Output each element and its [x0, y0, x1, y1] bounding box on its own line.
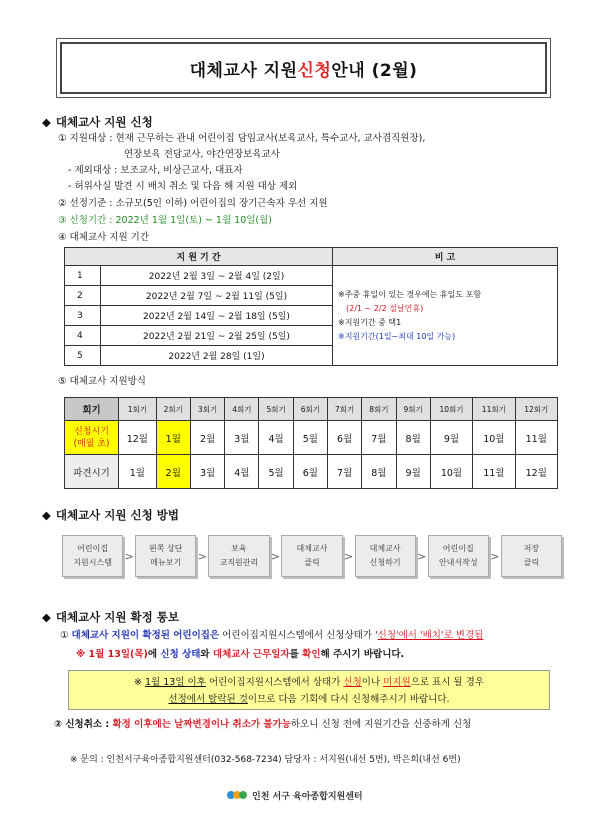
round-header-cell: 5회기	[259, 398, 293, 421]
round-header-cell: 12회기	[515, 398, 558, 421]
confirm-line-1: ① 대체교사 지원이 확정된 어린이집은 어린이집지원시스템에서 신청상태가 '신청'에서 '배치'로 변경됨	[60, 630, 484, 641]
flow-step: 왼쪽 상단 메뉴보기	[135, 535, 196, 577]
round-header-cell: 2회기	[156, 398, 190, 421]
method-label: ⑤ 대체교사 지원방식	[58, 376, 146, 387]
round-header-label: 회기	[65, 398, 119, 421]
table-row: 5 2022년 2월 28일 (1일)	[65, 346, 558, 366]
support-period-table	[64, 247, 558, 366]
notice-line-1: ※ 1월 13일 이후 어린이집지원시스템에서 상태가 신청이나 미지원으로 표시 될 경우	[134, 677, 484, 688]
apply-month-cell: 2월	[190, 421, 224, 455]
center-logo-icon	[226, 788, 248, 802]
diamond-bullet-icon: ◆	[42, 115, 51, 129]
diamond-bullet-icon: ◆	[42, 508, 51, 522]
dispatch-month-cell: 4월	[225, 455, 259, 489]
flow-step: 대체교사 신청하기	[355, 535, 416, 577]
dispatch-month-cell: 1월	[119, 455, 157, 489]
apply-month-cell: 6월	[327, 421, 361, 455]
page-title: 대체교사 지원 신청 안내 (2월)	[60, 42, 547, 94]
table-row: 3 2022년 2월 14일 ~ 2월 18일 (5일)	[65, 306, 558, 326]
apply-period-line: ③ 신청기간 : 2022년 1월 1일(토) ~ 1월 10일(월)	[58, 215, 273, 226]
dispatch-time-label: 파견시기	[65, 455, 119, 489]
apply-month-cell: 8월	[396, 421, 430, 455]
note-header: 비 고	[333, 248, 558, 266]
chevron-right-icon: >	[343, 549, 354, 563]
round-header-cell: 1회기	[119, 398, 157, 421]
period-header: 지 원 기 간	[65, 248, 333, 266]
flow-step: 어린이집 안내서작성	[428, 535, 489, 577]
table-row: 4 2022년 2월 21일 ~ 2월 25일 (5일)	[65, 326, 558, 346]
apply-month-cell: 10월	[473, 421, 515, 455]
dispatch-month-cell: 12월	[515, 455, 558, 489]
apply-month-cell: 3월	[225, 421, 259, 455]
dispatch-month-cell: 9월	[396, 455, 430, 489]
round-header-cell: 8회기	[362, 398, 396, 421]
footer-logo: 인천 서구 육아종합지원센터	[226, 788, 363, 802]
criteria-line: ② 선정기준 : 소규모(5인 이하) 어린이집의 장기근속자 우선 지원	[58, 198, 328, 209]
title-box	[56, 38, 551, 98]
apply-month-cell: 12월	[119, 421, 157, 455]
apply-month-cell: 11월	[515, 421, 558, 455]
apply-time-label: 신청시기 (매월 초)	[65, 421, 119, 455]
round-header-cell: 7회기	[327, 398, 361, 421]
application-steps-flow	[62, 535, 562, 577]
dispatch-month-cell: 10월	[430, 455, 472, 489]
target-line: ① 지원대상 : 현재 근무하는 관내 어린이집 담임교사(보육교사, 특수교사, 교사겸직원장),	[58, 133, 426, 144]
chevron-right-icon: >	[417, 549, 427, 563]
support-period-label: ④ 대체교사 지원 기간	[58, 232, 149, 243]
table-row: 2 2022년 2월 7일 ~ 2월 11일 (5일)	[65, 286, 558, 306]
false-info-line: - 허위사실 발견 시 배치 취소 및 다음 해 지원 대상 제외	[68, 181, 298, 192]
apply-month-cell: 4월	[259, 421, 293, 455]
apply-month-cell: 5월	[293, 421, 327, 455]
chevron-right-icon: >	[270, 549, 281, 563]
chevron-right-icon: >	[124, 549, 134, 563]
dispatch-month-cell: 8월	[362, 455, 396, 489]
apply-month-cell: 9월	[430, 421, 472, 455]
flow-step: 보육 교직원관리	[208, 535, 269, 577]
section-heading-apply: ◆ 대체교사 지원 신청	[42, 115, 153, 129]
support-method-table	[64, 397, 558, 489]
section-heading-confirm: ◆ 대체교사 지원 확정 통보	[42, 610, 179, 624]
notice-box	[68, 670, 550, 710]
flow-step: 어린이집 지원시스템	[62, 535, 123, 577]
round-header-cell: 6회기	[293, 398, 327, 421]
dispatch-month-cell: 5월	[259, 455, 293, 489]
flow-step: 저장 클릭	[501, 535, 562, 577]
round-header-cell: 10회기	[430, 398, 472, 421]
cancel-line: ② 신청취소 : 확정 이후에는 날짜변경이나 취소가 불가능하오니 신청 전에 지원기간을 신중하게 신청	[54, 719, 472, 730]
target-line-cont: 연장보육 전담교사, 야간연장보육교사	[124, 149, 280, 160]
dispatch-month-cell: 2월	[156, 455, 190, 489]
round-header-cell: 11회기	[473, 398, 515, 421]
table-row: 1 2022년 2월 3일 ~ 2월 4일 (2일) ※주중 휴일이 있는 경우에는 휴일도 포함 (2/1 ~ 2/2 설날연휴) ※지원기간 중 택1 ※지원기간(1일~최대 10일 가능)	[65, 266, 558, 286]
apply-month-cell: 7월	[362, 421, 396, 455]
diamond-bullet-icon: ◆	[42, 610, 51, 624]
dispatch-month-cell: 11월	[473, 455, 515, 489]
confirm-line-2: ※ 1월 13일(목)에 신청 상태와 대체교사 근무일자를 확인해 주시기 바랍니다.	[76, 649, 405, 660]
contact-line: ※ 문의 : 인천서구육아종합지원센터(032-568-7234) 담당자 : 서지원(내선 5번), 박은희(내선 6번)	[70, 755, 461, 765]
flow-step: 대체교사 클릭	[281, 535, 342, 577]
apply-month-cell: 1월	[156, 421, 190, 455]
dispatch-month-cell: 6월	[293, 455, 327, 489]
round-header-cell: 3회기	[190, 398, 224, 421]
chevron-right-icon: >	[197, 549, 207, 563]
round-header-cell: 9회기	[396, 398, 430, 421]
section-heading-method: ◆ 대체교사 지원 신청 방법	[42, 508, 179, 522]
dispatch-month-cell: 3월	[190, 455, 224, 489]
round-header-cell: 4회기	[225, 398, 259, 421]
chevron-right-icon: >	[490, 549, 500, 563]
note-cell: ※주중 휴일이 있는 경우에는 휴일도 포함 (2/1 ~ 2/2 설날연휴) ※지원기간 중 택1 ※지원기간(1일~최대 10일 가능)	[333, 266, 558, 366]
excluded-line: - 제외대상 : 보조교사, 비상근교사, 대표자	[68, 165, 243, 176]
notice-line-2: 선정에서 탈락된 것이므로 다음 기회에 다시 신청해주시기 바랍니다.	[168, 694, 450, 705]
dispatch-month-cell: 7월	[327, 455, 361, 489]
